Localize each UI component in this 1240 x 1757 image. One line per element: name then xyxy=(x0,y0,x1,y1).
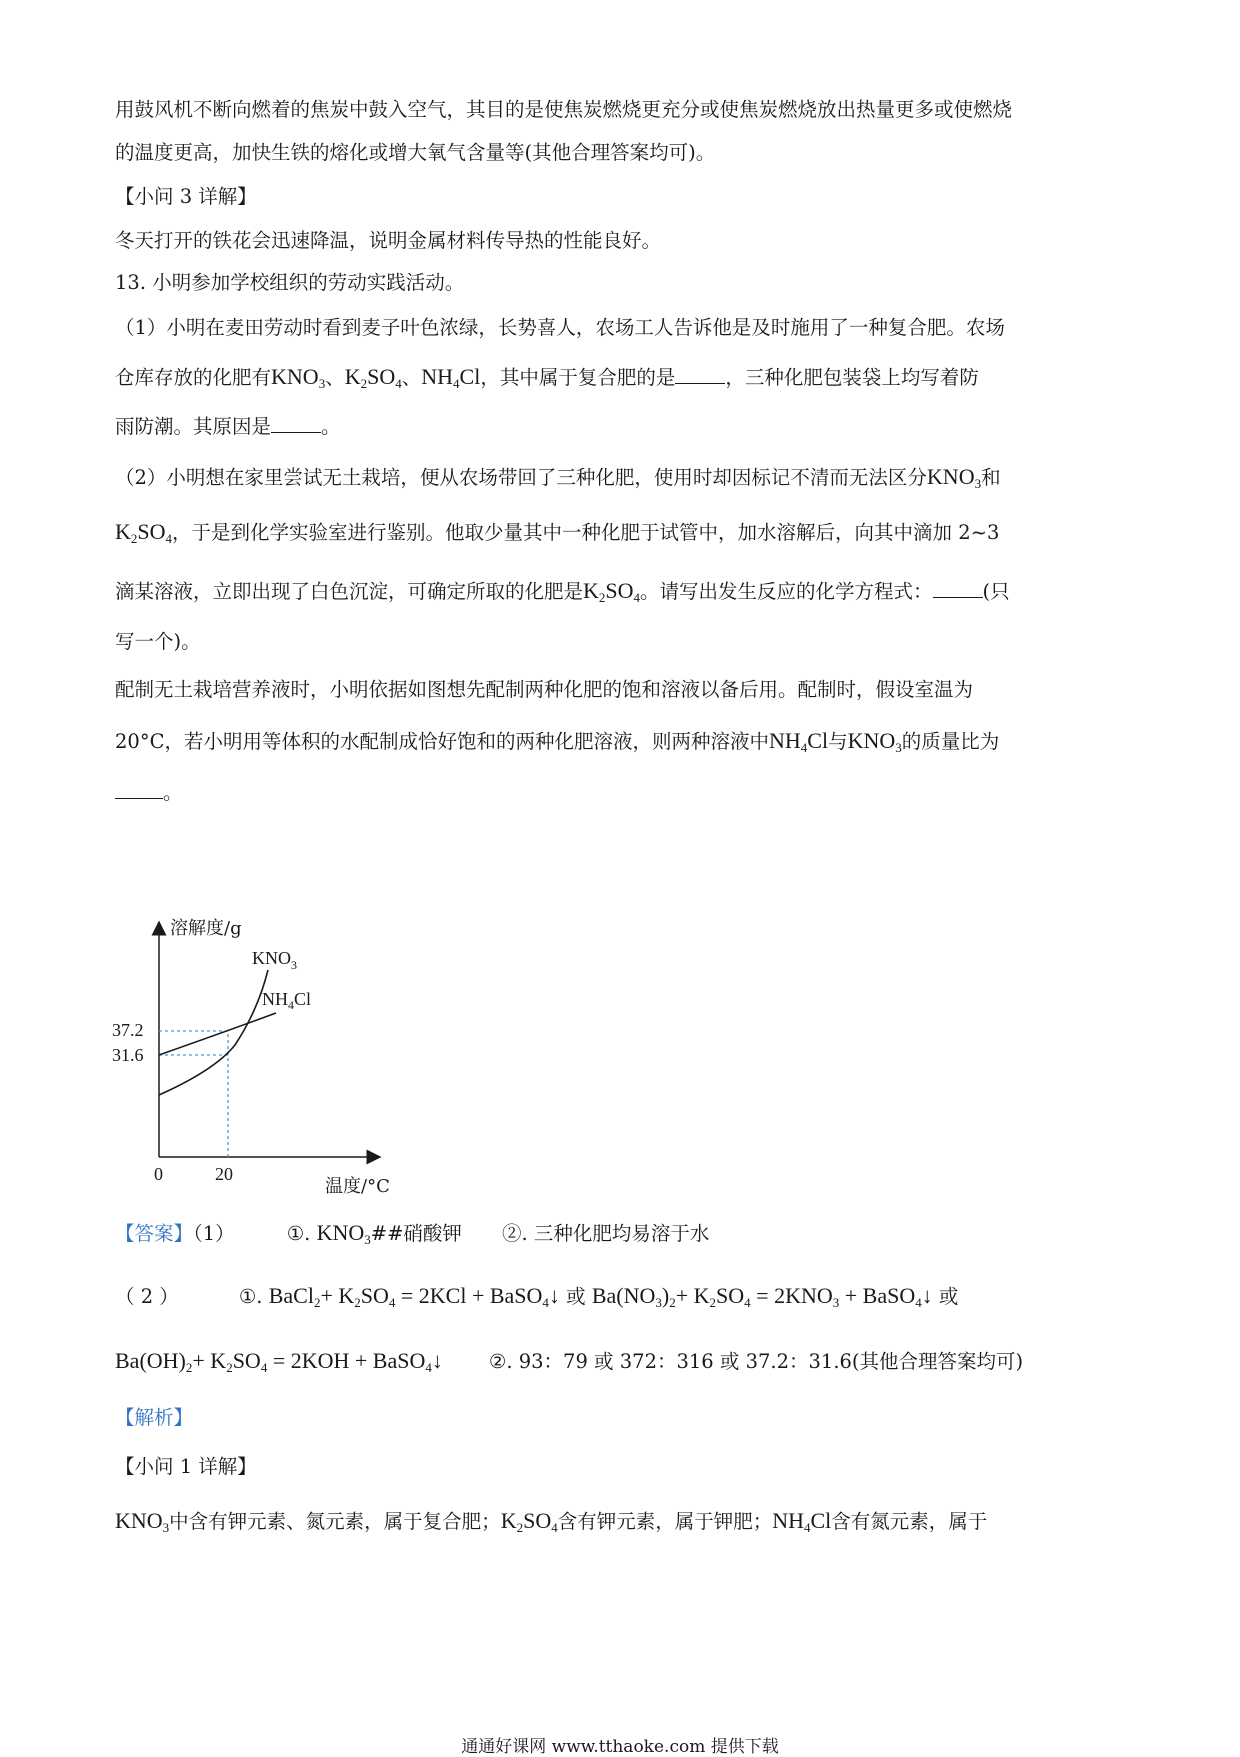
text-fragment: （ 2 ） xyxy=(115,1285,179,1308)
subscript: 3 xyxy=(832,1295,840,1310)
text-line-2: 的温度更高，加快生铁的熔化或增大氧气含量等(其他合理答案均可)。 xyxy=(115,141,716,164)
subscript: 2 xyxy=(313,1295,321,1310)
text-fragment: 雨防潮。其原因是 xyxy=(115,415,272,438)
formula-text: Ba xyxy=(591,1283,617,1308)
subscript: 2 xyxy=(130,531,138,546)
separator: 、 xyxy=(325,366,345,389)
text-fragment: 含有钾元素，属于钾肥； xyxy=(557,1510,773,1533)
formula-text: NH xyxy=(768,728,801,753)
subscript: 2 xyxy=(516,1520,524,1535)
text-line-8 xyxy=(115,417,341,437)
formula-text: K xyxy=(583,578,599,603)
formula-text: KNO xyxy=(316,1220,365,1245)
text-line-15 xyxy=(115,783,183,803)
subscript: 4 xyxy=(260,1360,268,1375)
text-fragment: 。 xyxy=(163,781,183,804)
text-fragment: ##硝酸钾 xyxy=(370,1222,462,1245)
formula-k2so4 xyxy=(501,1508,558,1533)
series-label-sub: 3 xyxy=(291,958,297,972)
subscript: 4 xyxy=(800,740,808,755)
formula-kno3 xyxy=(927,464,981,489)
text-line-4: 冬天打开的铁花会迅速降温，说明金属材料传导热的性能良好。 xyxy=(115,229,662,252)
x-axis-label: 温度/°C xyxy=(325,1176,390,1197)
subscript: 2 xyxy=(185,1360,193,1375)
equation-bano32 xyxy=(592,1283,933,1308)
formula-text: SO xyxy=(367,364,396,389)
answer-blank xyxy=(933,596,983,598)
subscript: 2 xyxy=(598,590,606,605)
subscript: 3 xyxy=(655,1295,662,1310)
subscript: 4 xyxy=(395,376,402,391)
subscript: 3 xyxy=(974,476,982,491)
y-tick-label: 37.2 xyxy=(112,1020,144,1040)
subscript: 3 xyxy=(318,376,326,391)
formula-kno3 xyxy=(848,728,902,753)
marker: ①. xyxy=(238,1285,263,1308)
nh4cl-curve xyxy=(159,1013,276,1055)
formula-text: NH xyxy=(772,1508,804,1533)
text-line-14 xyxy=(115,728,1000,755)
formula-text: K xyxy=(115,519,131,544)
formula-text: = 2KNO xyxy=(756,1283,833,1308)
formula-text: SO xyxy=(137,519,166,544)
formula-text: SO xyxy=(360,1283,389,1308)
text-fragment: 滴某溶液，立即出现了白色沉淀，可确定所取的化肥是 xyxy=(115,580,584,603)
text-fragment: ②. 三种化肥均易溶于水 xyxy=(501,1222,710,1245)
formula-text: Cl xyxy=(810,1508,832,1533)
text-fragment: 的质量比为 xyxy=(901,730,1000,753)
formula-nh4cl xyxy=(421,364,480,389)
text-fragment: ②. 93：79 或 372：316 或 37.2：31.6(其他合理答案均可) xyxy=(488,1350,1024,1373)
answer-line-1 xyxy=(115,1220,710,1247)
formula-text: BaCl xyxy=(268,1283,314,1308)
text-fragment: (只 xyxy=(982,580,1010,603)
subscript: 3 xyxy=(162,1520,170,1535)
arrow: ↓ xyxy=(921,1283,933,1308)
text-line-11 xyxy=(115,578,1010,605)
formula-text: + K xyxy=(320,1283,355,1308)
text-line-13: 配制无土栽培营养液时，小明依据如图想先配制两种化肥的饱和溶液以备后用。配制时，假设室温为 xyxy=(115,678,974,701)
kno3-curve xyxy=(159,970,268,1095)
series-label-main: NH xyxy=(262,989,288,1009)
nh4cl-series-label xyxy=(262,989,311,1012)
arrow: ↓ xyxy=(548,1283,560,1308)
formula-text: K xyxy=(344,364,361,389)
text-fragment: ，其中属于复合肥的是 xyxy=(480,366,676,389)
kno3-series-label xyxy=(252,948,297,972)
text-fragment: 或 xyxy=(938,1285,959,1308)
answer-line-2 xyxy=(115,1283,959,1310)
sub-question-heading: 【小问 1 详解】 xyxy=(115,1455,257,1478)
formula-text: KNO xyxy=(271,364,319,389)
formula-nh4cl xyxy=(769,728,828,753)
answer-label: 【答案】 xyxy=(115,1222,194,1245)
subscript: 4 xyxy=(551,1520,558,1535)
formula-nh4cl xyxy=(772,1508,831,1533)
text-fragment: 中含有钾元素、氮元素，属于复合肥； xyxy=(169,1510,501,1533)
text-fragment: 仓库存放的化肥有 xyxy=(115,366,272,389)
subscript: 4 xyxy=(425,1360,432,1375)
subscript: 4 xyxy=(804,1520,811,1535)
formula-text: ) xyxy=(661,1283,670,1308)
formula-text: KNO xyxy=(926,464,975,489)
formula-text: SO xyxy=(605,578,634,603)
sub-question-heading: 【小问 3 详解】 xyxy=(115,185,257,208)
formula-text: + K xyxy=(675,1283,710,1308)
formula-text: KNO xyxy=(847,728,896,753)
formula-kno3 xyxy=(271,364,325,389)
subscript: 2 xyxy=(226,1360,233,1375)
x-tick-label: 0 xyxy=(154,1164,163,1184)
text-line-7 xyxy=(115,364,979,391)
subscript: 4 xyxy=(633,590,641,605)
page-footer: 通通好课网 www.tthaoke.com 提供下载 xyxy=(461,1737,779,1757)
formula-text: SO xyxy=(716,1283,745,1308)
subscript: 2 xyxy=(669,1295,676,1310)
formula-k2so4 xyxy=(583,578,640,603)
series-label-tail: Cl xyxy=(294,989,312,1009)
subscript: 2 xyxy=(709,1295,717,1310)
formula-text: + BaSO xyxy=(844,1283,916,1308)
subscript: 3 xyxy=(364,1232,371,1247)
separator: 、 xyxy=(401,366,422,389)
marker: ①. xyxy=(286,1222,311,1245)
text-fragment: 或 xyxy=(566,1285,586,1308)
equation-baoh2 xyxy=(115,1348,443,1373)
text-line-9 xyxy=(115,464,1001,491)
formula-text: = 2KCl + BaSO xyxy=(400,1283,543,1308)
text-line-12: 写一个)。 xyxy=(115,630,201,653)
formula-text: SO xyxy=(523,1508,552,1533)
solubility-chart xyxy=(112,910,410,1197)
reference-line-372 xyxy=(159,1031,228,1157)
text-fragment: 。 xyxy=(321,415,341,438)
formula-text: K xyxy=(500,1508,517,1533)
subscript: 3 xyxy=(895,740,902,755)
equation-bacl2 xyxy=(269,1283,560,1308)
text-fragment: （1） xyxy=(193,1222,235,1245)
formula-kno3 xyxy=(115,1508,169,1533)
arrow: ↓ xyxy=(431,1348,443,1373)
subscript: 2 xyxy=(354,1295,361,1310)
answer-line-3 xyxy=(115,1348,1024,1375)
formula-kno3 xyxy=(317,1220,371,1245)
text-fragment: 含有氮元素，属于 xyxy=(831,1510,988,1533)
text-fragment: 与 xyxy=(828,730,848,753)
subscript: 4 xyxy=(453,376,460,391)
subscript: 4 xyxy=(388,1295,396,1310)
formula-text: KNO xyxy=(115,1508,163,1533)
formula-text: = 2KOH + BaSO xyxy=(272,1348,426,1373)
text-fragment: ，于是到化学实验室进行鉴别。他取少量其中一种化肥于试管中，加水溶解后，向其中滴加 2~3 xyxy=(172,521,1000,544)
formula-text: Cl xyxy=(807,728,829,753)
answer-blank xyxy=(271,431,321,433)
subscript: 4 xyxy=(165,531,173,546)
text-line-last xyxy=(115,1508,988,1535)
subscript: 2 xyxy=(360,376,368,391)
formula-text: (OH) xyxy=(139,1348,186,1373)
answer-blank xyxy=(675,382,725,384)
question-13-title: 13. 小明参加学校组织的劳动实践活动。 xyxy=(115,271,465,294)
series-label-main: KNO xyxy=(252,948,291,968)
text-fragment: 和 xyxy=(981,466,1001,489)
subscript: 4 xyxy=(542,1295,549,1310)
text-fragment: （2）小明想在家里尝试无土栽培，便从农场带回了三种化肥，使用时却因标记不清而无法区分 xyxy=(115,466,927,489)
y-axis-label: 溶解度/g xyxy=(170,918,242,939)
text-line-1: 用鼓风机不断向燃着的焦炭中鼓入空气，其目的是使焦炭燃烧更充分或使焦炭燃烧放出热量更多或使燃烧 xyxy=(115,98,1013,121)
formula-text: + K xyxy=(192,1348,227,1373)
formula-text: SO xyxy=(232,1348,261,1373)
text-line-10 xyxy=(115,519,1000,546)
subscript: 4 xyxy=(744,1295,751,1310)
series-label-sub: 4 xyxy=(288,998,294,1012)
formula-text: NH xyxy=(421,364,454,389)
text-fragment: 20°C，若小明用等体积的水配制成恰好饱和的两种化肥溶液，则两种溶液中 xyxy=(115,730,769,753)
analysis-label: 【解析】 xyxy=(115,1406,194,1429)
formula-text: (NO xyxy=(616,1283,656,1308)
text-line-6: （1）小明在麦田劳动时看到麦子叶色浓绿，长势喜人，农场工人告诉他是及时施用了一种复合肥。农场 xyxy=(115,316,1005,339)
answer-blank xyxy=(115,797,163,799)
text-fragment: ，三种化肥包装袋上均写着防 xyxy=(725,366,979,389)
x-tick-label: 20 xyxy=(215,1164,233,1184)
y-tick-label: 31.6 xyxy=(112,1045,144,1065)
text-fragment: 。请写出发生反应的化学方程式： xyxy=(640,580,933,603)
formula-k2so4 xyxy=(345,364,402,389)
formula-text: Ba xyxy=(115,1348,140,1373)
formula-k2so4 xyxy=(115,519,172,544)
formula-text: Cl xyxy=(459,364,481,389)
subscript: 4 xyxy=(915,1295,922,1310)
